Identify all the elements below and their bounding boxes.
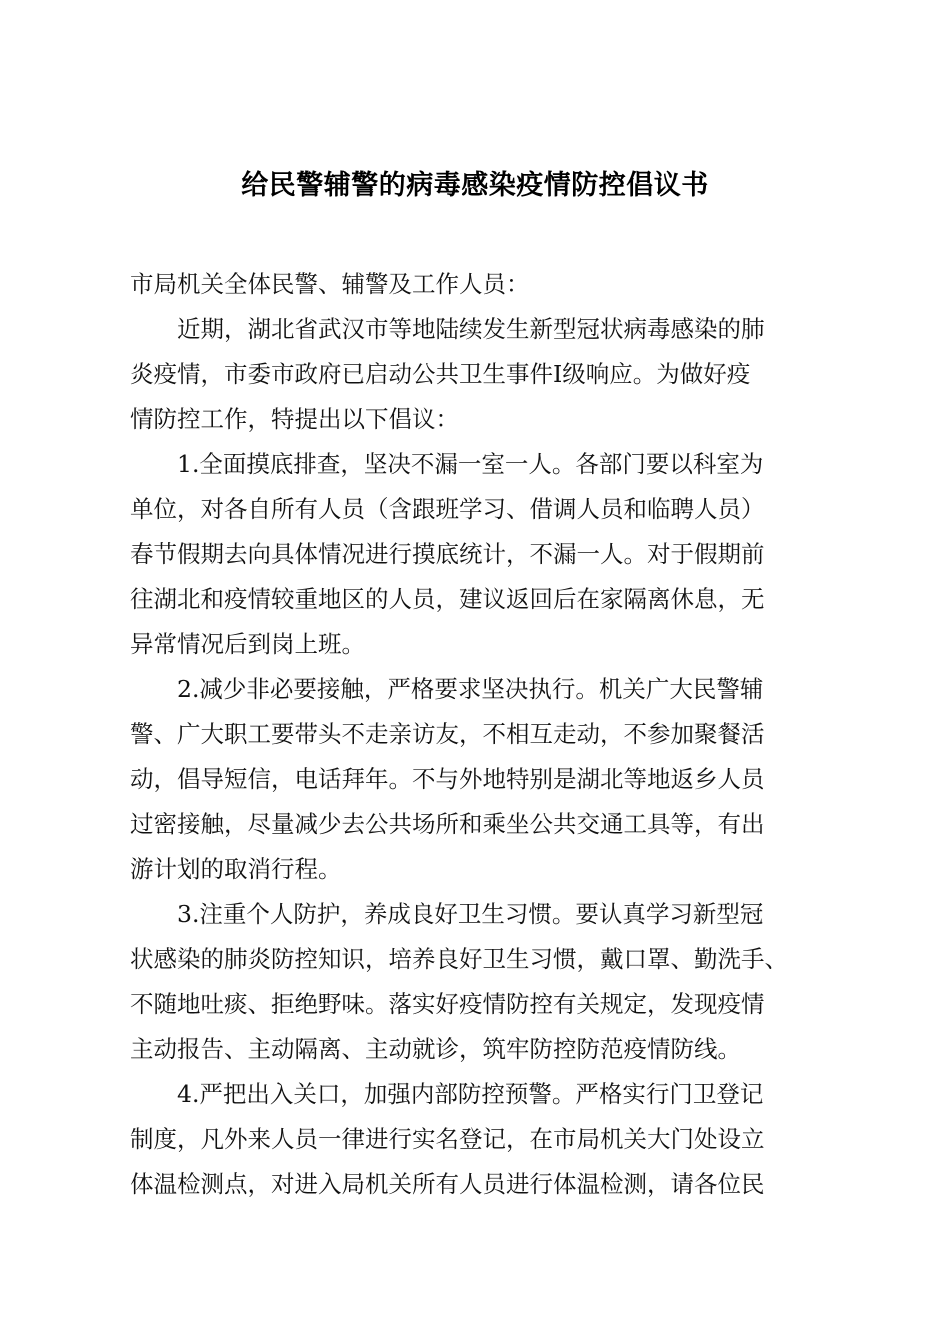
text-line: 主动报告、主动隔离、主动就诊，筑牢防控防范疫情防线。	[130, 1035, 741, 1063]
text-line: 体温检测点，对进入局机关所有人员进行体温检测，请各位民	[130, 1170, 765, 1198]
text-line: 往湖北和疫情较重地区的人员，建议返回后在家隔离休息，无	[130, 585, 765, 613]
text-line: 警、广大职工要带头不走亲访友，不相互走动，不参加聚餐活	[130, 720, 765, 748]
text-line: 1.全面摸底排查，坚决不漏一室一人。各部门要以科室为	[177, 450, 764, 478]
text-line: 动，倡导短信，电话拜年。不与外地特别是湖北等地返乡人员	[130, 765, 765, 793]
text-line: 状感染的肺炎防控知识，培养良好卫生习惯，戴口罩、勤洗手、	[130, 945, 788, 973]
document-title: 给民警辅警的病毒感染疫情防控倡议书	[241, 170, 709, 201]
document-body	[130, 262, 820, 1207]
text-line: 不随地吐痰、拒绝野味。落实好疫情防控有关规定，发现疫情	[130, 990, 765, 1018]
text-line: 市局机关全体民警、辅警及工作人员：	[130, 270, 530, 298]
text-line: 游计划的取消行程。	[130, 855, 342, 883]
text-line: 情防控工作，特提出以下倡议：	[130, 405, 459, 433]
text-line: 过密接触，尽量减少去公共场所和乘坐公共交通工具等，有出	[130, 810, 765, 838]
text-line: 制度，凡外来人员一律进行实名登记，在市局机关大门处设立	[130, 1125, 765, 1153]
text-line: 近期，湖北省武汉市等地陆续发生新型冠状病毒感染的肺	[177, 315, 765, 343]
text-line: 春节假期去向具体情况进行摸底统计，不漏一人。对于假期前	[130, 540, 765, 568]
text-line: 4.严把出入关口，加强内部防控预警。严格实行门卫登记	[177, 1080, 764, 1108]
text-line: 单位，对各自所有人员（含跟班学习、借调人员和临聘人员）	[130, 495, 765, 523]
text-line: 炎疫情，市委市政府已启动公共卫生事件Ⅰ级响应。为做好疫	[130, 360, 751, 388]
text-line: 2.减少非必要接触，严格要求坚决执行。机关广大民警辅	[177, 675, 764, 703]
text-line: 3.注重个人防护，养成良好卫生习惯。要认真学习新型冠	[177, 900, 764, 928]
text-line: 异常情况后到岗上班。	[130, 630, 365, 658]
